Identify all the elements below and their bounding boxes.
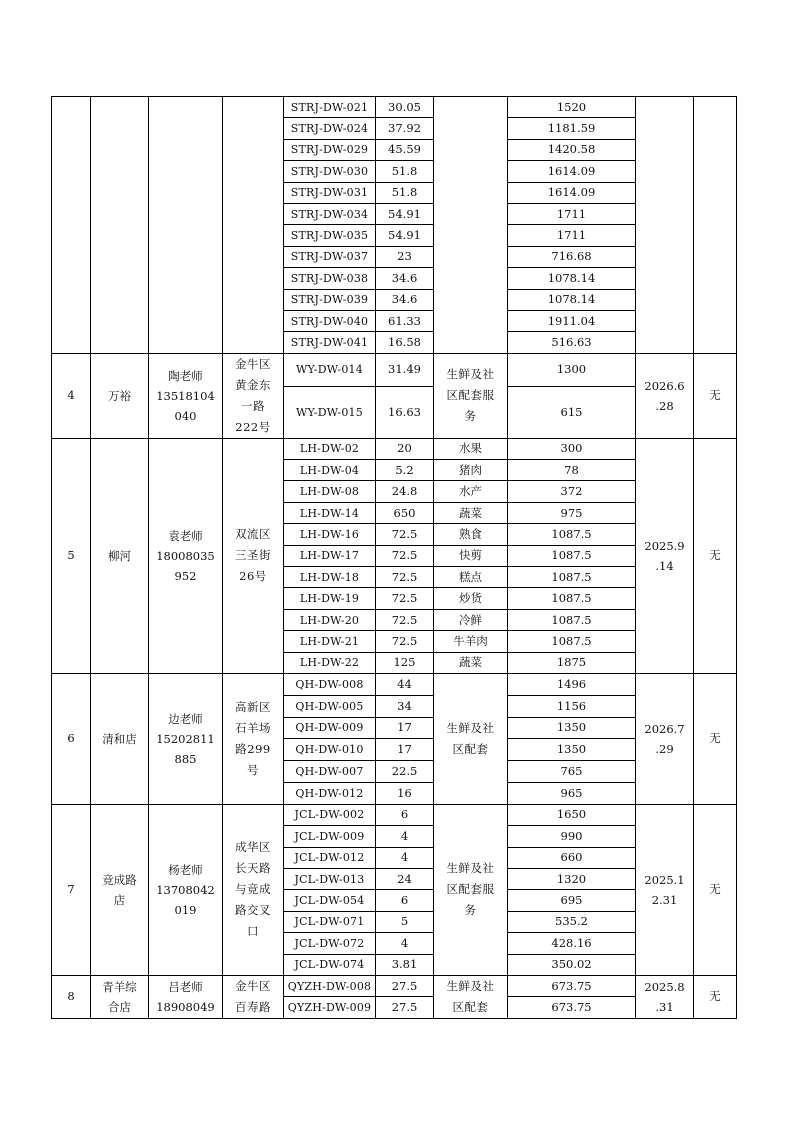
unit-code-cell: JCL-DW-071 (284, 911, 376, 932)
category-cell: 快剪 (434, 545, 508, 566)
area-cell: 72.5 (376, 545, 434, 566)
unit-code-cell: LH-DW-08 (284, 481, 376, 502)
area-cell: 61.33 (376, 310, 434, 331)
area-cell: 6 (376, 890, 434, 911)
rent-cell: 965 (508, 782, 636, 804)
unit-code-cell: JCL-DW-013 (284, 868, 376, 889)
unit-code-cell: JCL-DW-054 (284, 890, 376, 911)
area-cell: 6 (376, 804, 434, 825)
rent-cell: 1078.14 (508, 289, 636, 310)
rent-cell: 300 (508, 438, 636, 459)
unit-code-cell: QH-DW-007 (284, 761, 376, 783)
unit-code-cell: LH-DW-19 (284, 588, 376, 609)
rent-cell: 1875 (508, 652, 636, 673)
lease-end-date-cell: 2025.8 .31 (636, 975, 694, 1018)
remark-cell (694, 97, 737, 354)
rent-cell: 1520 (508, 97, 636, 118)
remark-cell: 无 (694, 975, 737, 1018)
area-cell: 16.58 (376, 332, 434, 353)
area-cell: 72.5 (376, 524, 434, 545)
rent-cell: 695 (508, 890, 636, 911)
lease-end-date-cell: 2025.9 .14 (636, 438, 694, 673)
store-name-cell: 竞成路 店 (91, 804, 149, 975)
lease-end-date-cell: 2026.6 .28 (636, 353, 694, 438)
store-name-cell: 清和店 (91, 673, 149, 804)
unit-code-cell: QH-DW-012 (284, 782, 376, 804)
rent-cell: 975 (508, 502, 636, 523)
rent-cell: 516.63 (508, 332, 636, 353)
remark-cell: 无 (694, 438, 737, 673)
store-name-cell: 柳河 (91, 438, 149, 673)
address-cell: 成华区 长天路 与竞成 路交叉 口 (223, 804, 284, 975)
unit-code-cell: JCL-DW-009 (284, 826, 376, 847)
contact-cell (149, 97, 223, 354)
unit-code-cell: STRJ-DW-041 (284, 332, 376, 353)
rent-cell: 1300 (508, 353, 636, 386)
area-cell: 27.5 (376, 997, 434, 1019)
table-row (52, 353, 737, 386)
category-cell: 熟食 (434, 524, 508, 545)
area-cell: 27.5 (376, 975, 434, 997)
unit-code-cell: QYZH-DW-008 (284, 975, 376, 997)
rent-cell: 1614.09 (508, 161, 636, 182)
rent-cell: 990 (508, 826, 636, 847)
unit-code-cell: LH-DW-04 (284, 460, 376, 481)
category-cell: 水产 (434, 481, 508, 502)
area-cell: 72.5 (376, 588, 434, 609)
unit-code-cell: STRJ-DW-039 (284, 289, 376, 310)
area-cell: 51.8 (376, 182, 434, 203)
unit-code-cell: QYZH-DW-009 (284, 997, 376, 1019)
rent-cell: 78 (508, 460, 636, 481)
lease-end-date-cell: 2025.1 2.31 (636, 804, 694, 975)
unit-code-cell: STRJ-DW-029 (284, 139, 376, 160)
area-cell: 16 (376, 782, 434, 804)
category-cell: 猪肉 (434, 460, 508, 481)
area-cell: 31.49 (376, 353, 434, 386)
store-number-cell (52, 97, 91, 354)
area-cell: 34.6 (376, 289, 434, 310)
rent-cell: 716.68 (508, 246, 636, 267)
area-cell: 125 (376, 652, 434, 673)
unit-code-cell: QH-DW-009 (284, 717, 376, 739)
category-cell (434, 97, 508, 354)
rent-cell: 1087.5 (508, 524, 636, 545)
rent-cell: 428.16 (508, 933, 636, 954)
contact-cell: 吕老师 18908049 (149, 975, 223, 1018)
unit-code-cell: STRJ-DW-038 (284, 268, 376, 289)
category-cell: 生鲜及社 区配套 (434, 975, 508, 1018)
rent-cell: 1087.5 (508, 609, 636, 630)
area-cell: 34.6 (376, 268, 434, 289)
rent-cell: 1181.59 (508, 118, 636, 139)
table-row (52, 438, 737, 459)
area-cell: 51.8 (376, 161, 434, 182)
unit-code-cell: WY-DW-014 (284, 353, 376, 386)
unit-code-cell: STRJ-DW-034 (284, 203, 376, 224)
area-cell: 20 (376, 438, 434, 459)
rent-cell: 1087.5 (508, 588, 636, 609)
rent-cell: 1078.14 (508, 268, 636, 289)
unit-code-cell: JCL-DW-072 (284, 933, 376, 954)
area-cell: 34 (376, 695, 434, 717)
store-number-cell: 6 (52, 673, 91, 804)
address-cell: 金牛区 百寿路 (223, 975, 284, 1018)
area-cell: 24 (376, 868, 434, 889)
rent-cell: 1496 (508, 673, 636, 695)
area-cell: 3.81 (376, 954, 434, 975)
remark-cell: 无 (694, 353, 737, 438)
category-cell: 蔬菜 (434, 652, 508, 673)
unit-code-cell: STRJ-DW-024 (284, 118, 376, 139)
rent-cell: 673.75 (508, 975, 636, 997)
unit-code-cell: LH-DW-02 (284, 438, 376, 459)
rent-cell: 765 (508, 761, 636, 783)
rent-cell: 1711 (508, 203, 636, 224)
unit-code-cell: LH-DW-18 (284, 567, 376, 588)
rent-cell: 1650 (508, 804, 636, 825)
store-number-cell: 4 (52, 353, 91, 438)
rent-cell: 1087.5 (508, 567, 636, 588)
store-name-cell (91, 97, 149, 354)
unit-code-cell: QH-DW-010 (284, 739, 376, 761)
lease-table-body (52, 97, 737, 1019)
store-number-cell: 7 (52, 804, 91, 975)
contact-cell: 袁老师 18008035 952 (149, 438, 223, 673)
area-cell: 5 (376, 911, 434, 932)
area-cell: 17 (376, 717, 434, 739)
category-cell: 生鲜及社 区配套 (434, 673, 508, 804)
lease-table (51, 96, 737, 1019)
unit-code-cell: JCL-DW-002 (284, 804, 376, 825)
area-cell: 44 (376, 673, 434, 695)
store-name-cell: 青羊综 合店 (91, 975, 149, 1018)
lease-end-date-cell: 2026.7 .29 (636, 673, 694, 804)
lease-end-date-cell (636, 97, 694, 354)
area-cell: 16.63 (376, 386, 434, 438)
unit-code-cell: LH-DW-21 (284, 631, 376, 652)
rent-cell: 372 (508, 481, 636, 502)
category-cell: 蔬菜 (434, 502, 508, 523)
address-cell: 双流区 三圣街 26号 (223, 438, 284, 673)
unit-code-cell: LH-DW-22 (284, 652, 376, 673)
rent-cell: 1350 (508, 739, 636, 761)
table-row (52, 97, 737, 118)
table-row (52, 975, 737, 997)
unit-code-cell: STRJ-DW-031 (284, 182, 376, 203)
unit-code-cell: STRJ-DW-030 (284, 161, 376, 182)
unit-code-cell: LH-DW-17 (284, 545, 376, 566)
unit-code-cell: STRJ-DW-021 (284, 97, 376, 118)
area-cell: 22.5 (376, 761, 434, 783)
table-row (52, 804, 737, 825)
store-name-cell: 万裕 (91, 353, 149, 438)
store-number-cell: 5 (52, 438, 91, 673)
area-cell: 4 (376, 826, 434, 847)
rent-cell: 1614.09 (508, 182, 636, 203)
unit-code-cell: STRJ-DW-035 (284, 225, 376, 246)
rent-cell: 1350 (508, 717, 636, 739)
rent-cell: 1087.5 (508, 545, 636, 566)
rent-cell: 1087.5 (508, 631, 636, 652)
store-number-cell: 8 (52, 975, 91, 1018)
area-cell: 23 (376, 246, 434, 267)
rent-cell: 535.2 (508, 911, 636, 932)
category-cell: 糕点 (434, 567, 508, 588)
unit-code-cell: LH-DW-20 (284, 609, 376, 630)
category-cell: 炒货 (434, 588, 508, 609)
rent-cell: 1420.58 (508, 139, 636, 160)
contact-cell: 杨老师 13708042 019 (149, 804, 223, 975)
rent-cell: 673.75 (508, 997, 636, 1019)
area-cell: 4 (376, 933, 434, 954)
unit-code-cell: JCL-DW-012 (284, 847, 376, 868)
unit-code-cell: QH-DW-008 (284, 673, 376, 695)
area-cell: 72.5 (376, 609, 434, 630)
category-cell: 牛羊肉 (434, 631, 508, 652)
area-cell: 54.91 (376, 203, 434, 224)
remark-cell: 无 (694, 673, 737, 804)
table-row (52, 673, 737, 695)
area-cell: 30.05 (376, 97, 434, 118)
contact-cell: 边老师 15202811 885 (149, 673, 223, 804)
rent-cell: 1156 (508, 695, 636, 717)
category-cell: 生鲜及社 区配套服 务 (434, 804, 508, 975)
unit-code-cell: LH-DW-14 (284, 502, 376, 523)
rent-cell: 660 (508, 847, 636, 868)
unit-code-cell: STRJ-DW-037 (284, 246, 376, 267)
address-cell (223, 97, 284, 354)
area-cell: 17 (376, 739, 434, 761)
unit-code-cell: STRJ-DW-040 (284, 310, 376, 331)
remark-cell: 无 (694, 804, 737, 975)
area-cell: 24.8 (376, 481, 434, 502)
unit-code-cell: JCL-DW-074 (284, 954, 376, 975)
rent-cell: 1911.04 (508, 310, 636, 331)
area-cell: 72.5 (376, 567, 434, 588)
rent-cell: 1711 (508, 225, 636, 246)
category-cell: 生鲜及社 区配套服 务 (434, 353, 508, 438)
rent-cell: 350.02 (508, 954, 636, 975)
area-cell: 4 (376, 847, 434, 868)
area-cell: 5.2 (376, 460, 434, 481)
area-cell: 45.59 (376, 139, 434, 160)
unit-code-cell: LH-DW-16 (284, 524, 376, 545)
rent-cell: 1320 (508, 868, 636, 889)
address-cell: 金牛区 黄金东 一路 222号 (223, 353, 284, 438)
unit-code-cell: QH-DW-005 (284, 695, 376, 717)
area-cell: 650 (376, 502, 434, 523)
contact-cell: 陶老师 13518104 040 (149, 353, 223, 438)
category-cell: 水果 (434, 438, 508, 459)
address-cell: 高新区 石羊场 路299 号 (223, 673, 284, 804)
rent-cell: 615 (508, 386, 636, 438)
area-cell: 37.92 (376, 118, 434, 139)
area-cell: 72.5 (376, 631, 434, 652)
category-cell: 冷鲜 (434, 609, 508, 630)
unit-code-cell: WY-DW-015 (284, 386, 376, 438)
area-cell: 54.91 (376, 225, 434, 246)
